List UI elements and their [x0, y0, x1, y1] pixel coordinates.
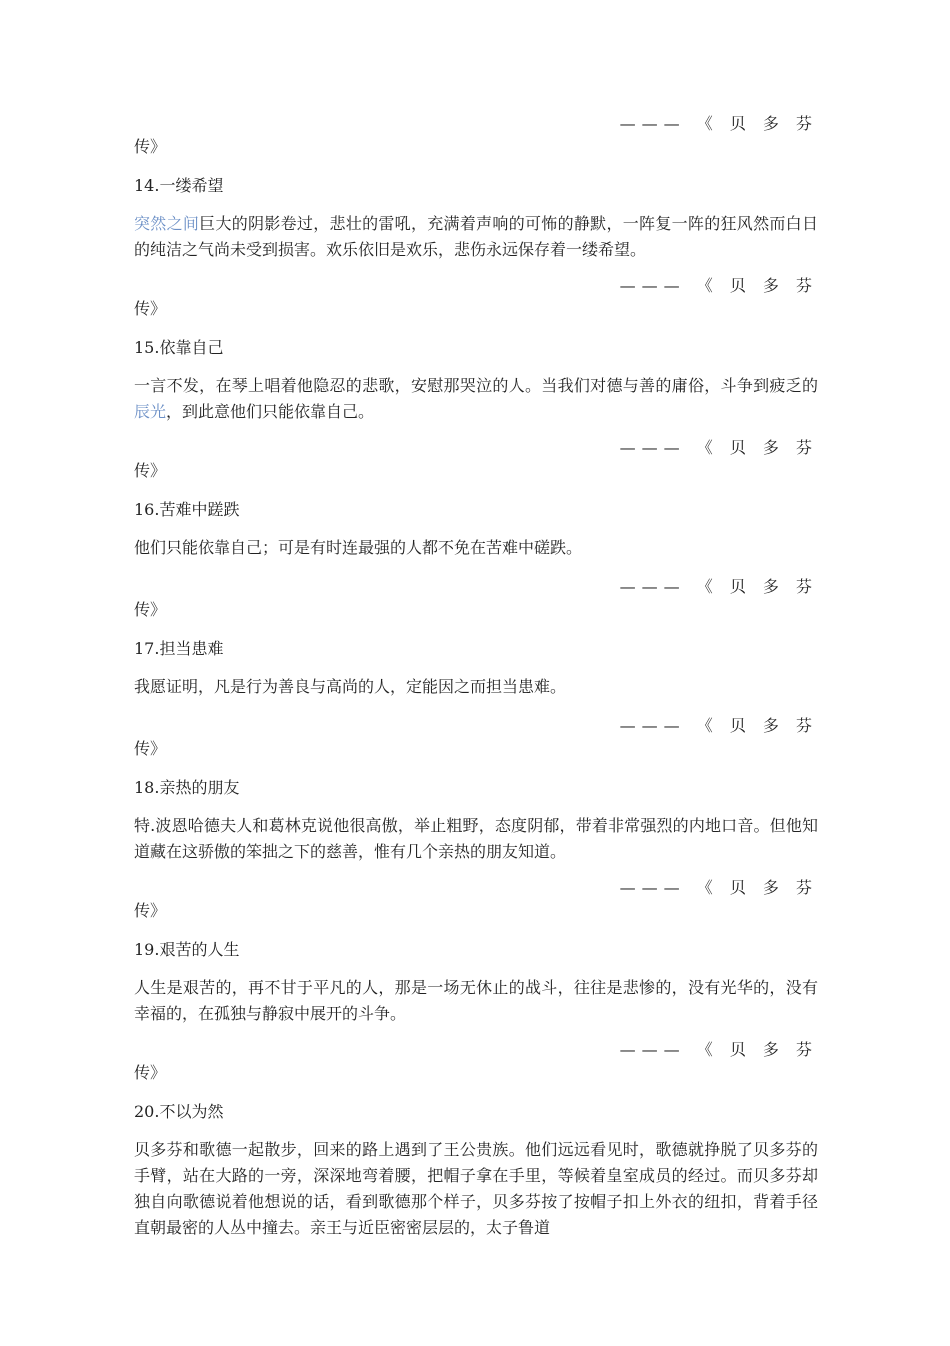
section-text-16: 他们只能依靠自己；可是有时连最强的人都不免在苦难中磋跌。: [134, 538, 583, 557]
section-heading-14: 14.一缕希望: [134, 176, 224, 195]
section-text-15: 一言不发，在琴上唱着他隐忍的悲歌，安慰那哭泣的人。当我们对德与善的庸俗，斗争到疲乏的辰光，到此意他们只能依靠自己。: [134, 376, 818, 421]
attribution-title-tail: 传》: [134, 901, 167, 920]
section-text-17: 我愿证明，凡是行为善良与高尚的人，定能因之而担当患难。: [134, 677, 567, 696]
attribution-title-tail: 传》: [134, 299, 167, 318]
section-heading-17: 17.担当患难: [134, 639, 224, 658]
section-text-19: 人生是艰苦的，再不甘于平凡的人，那是一场无休止的战斗，往往是悲惨的，没有光华的，没有幸福的，在孤独与静寂中展开的斗争。: [134, 978, 818, 1023]
section-heading-18: 18.亲热的朋友: [134, 778, 240, 797]
section-heading-15: 15.依靠自己: [134, 338, 224, 357]
link-text[interactable]: 突然之间: [134, 214, 200, 233]
attribution-dash: ——— 《 贝 多 芬: [619, 878, 818, 897]
attribution-title-tail: 传》: [134, 1063, 167, 1082]
attribution-title-tail: 传》: [134, 461, 167, 480]
attribution-dash: ——— 《 贝 多 芬: [619, 577, 818, 596]
attribution-dash: ——— 《 贝 多 芬: [619, 438, 818, 457]
section-heading-16: 16.苦难中蹉跌: [134, 500, 240, 519]
attribution-title-tail: 传》: [134, 137, 167, 156]
section-heading-19: 19.艰苦的人生: [134, 940, 240, 959]
attribution-dash: ——— 《 贝 多 芬: [619, 276, 818, 295]
section-heading-20: 20.不以为然: [134, 1102, 224, 1121]
section-text-20: 贝多芬和歌德一起散步，回来的路上遇到了王公贵族。他们远远看见时，歌德就挣脱了贝多芬的手臂，站在大路的一旁，深深地弯着腰，把帽子拿在手里，等候着皇室成员的经过。而贝多芬却独自向歌德说着他想说的话，看到歌德那个样子，贝多芬按了按帽子扣上外衣的纽扣，背着手径直朝最密的人丛中撞去。亲王与近臣密密层层的，太子鲁道: [134, 1140, 818, 1237]
attribution-dash: ——— 《 贝 多 芬: [619, 114, 818, 133]
section-text-18: 特.波恩哈德夫人和葛林克说他很高傲，举止粗野，态度阴郁，带着非常强烈的内地口音。但他知道藏在这骄傲的笨拙之下的慈善，惟有几个亲热的朋友知道。: [134, 816, 818, 861]
attribution-title-tail: 传》: [134, 739, 167, 758]
attribution-dash: ——— 《 贝 多 芬: [619, 716, 818, 735]
attribution-title-tail: 传》: [134, 600, 167, 619]
attribution-dash: ——— 《 贝 多 芬: [619, 1040, 818, 1059]
link-text[interactable]: 辰光: [134, 402, 167, 421]
section-text-14: 突然之间巨大的阴影卷过，悲壮的雷吼，充满着声响的可怖的静默，一阵复一阵的狂风然而白日的纯洁之气尚未受到损害。欢乐依旧是欢乐，悲伤永远保存着一缕希望。: [134, 214, 818, 259]
